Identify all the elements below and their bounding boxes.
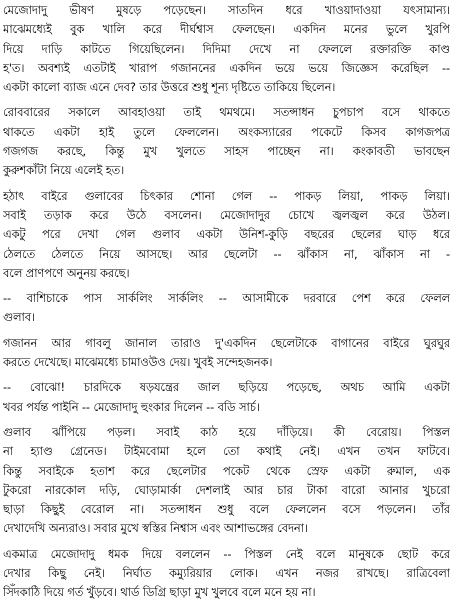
text-line: ছাড়া কিছুই বেরোল না। সতন্সাধন শুধু বলে ফেললেন বসে পড়লেন। তাঁর xyxy=(3,502,450,517)
paragraph-7 xyxy=(3,423,450,539)
text-line: হ'ত। অবশ্যই এতটাই খারাপ গজাননের একদিন ভয়ে ভয়ে জিজ্ঞেস করেছিল -- xyxy=(3,60,450,75)
text-line: সিঁদকাঠি দিয়ে গর্ত খুঁড়বে। থার্ড ডিগ্রি ছাড়া মুখ খুলবে বলে মনে হয় না। xyxy=(3,585,316,600)
text-line: টুকরো নারকোল দড়ি, ঘোড়ামার্কা দেশলাই আর চার টাকা বারো আনার খুচরো xyxy=(3,482,450,497)
text-line: করতে দেখেছে। মাঝেমধ্যে চামাওউও দেয়। খুবই সন্দেহজনক। xyxy=(3,355,273,370)
text-line: গুলাব। xyxy=(3,310,35,325)
text-line: কিন্তু সবাইকে হতাশ করে ছেলেটার পকেট থেকে স্রেফ একটা রুমাল, এক xyxy=(3,463,450,478)
text-line: একটা কালো ব্যাজ এনে দেব? তার উত্তরে শুধু শূন্য দৃষ্টিতে তাকিয়ে ছিলেন। xyxy=(3,80,336,95)
text-line: দেখাদেখি অন্যরাও। সবার মুখে স্বস্তির নিশ্বাস এবং আশাভঙ্গের বেদনা। xyxy=(3,521,308,536)
paragraph-8 xyxy=(3,545,450,603)
paragraph-3 xyxy=(3,187,450,283)
text-line: একমাত্র মেজোদাদু ধমক দিয়ে বললেন -- পিস্তল নেই বলে মানুষকে ছোট করে xyxy=(3,546,450,561)
text-line: সবাই তড়াক করে উঠে বসলেন। মেজোদাদুর চোখে জ্বলজ্বল করে উঠল। xyxy=(3,207,450,222)
text-line: -- বোঝো! চারদিকে ষড়যন্ত্রের জাল ছড়িয়ে পড়েছে, অথচ আমি একটা xyxy=(3,380,450,395)
paragraph-1 xyxy=(3,1,450,97)
text-line: খবর পর্যন্ত পাইনি -- মেজোদাদু হুংকার দিলেন -- বডি সার্চ। xyxy=(3,399,260,414)
paragraph-6 xyxy=(3,378,450,417)
text-line: মেজোদাদু ভীষণ মুষড়ে পড়েছেন। সাতদিন ধরে খাওয়াদাওয়া যৎসামান্য। xyxy=(3,3,450,17)
paragraph-4 xyxy=(3,289,450,328)
text-line: ঠেলতে ঠেলতে নিয়ে আসছে। আর ছেলেটা -- ঝাঁকাস না, ঝাঁকাস না - xyxy=(3,246,450,261)
text-line: থাকতে একটা হাই তুলে ফেললেন। অংকস্যারের পকেটে কিসব কাগজপত্র xyxy=(3,124,450,139)
text-line: না হ্যাণ্ড গ্রেনেড। টাইমবোমা হলে তো কথাই নেই। এখন তখন ফাটবে। xyxy=(3,444,450,459)
text-line: একটু পরে দেখা গেল গুলাব একটা উনিশ-কুড়ি বছরের ছেলের ঘাড় ধরে xyxy=(3,227,450,242)
text-line: রোববারের সকালে আবহাওয়া তাই থমথমে। সতন্সাধন চুপচাপ বসে থাকতে xyxy=(3,105,450,120)
text-line: গজানন আর গাবলু জানাল তারাও দু'একদিন ছেলেটাকে বাগানের বাইরে ঘুরঘুর xyxy=(3,335,450,350)
text-line: কুরুশকাঁটা নিয়ে এলেই হত। xyxy=(3,163,125,178)
paragraph-5 xyxy=(3,334,450,373)
paragraph-2 xyxy=(3,103,450,180)
text-line: গুলাব ঝাঁপিয়ে পড়ল। সবাই কাঠ হয়ে দাঁড়িয়ে। কী বেরোয়। পিস্তল xyxy=(3,424,450,439)
text-line: মাঝেমধ্যেই বুক খালি করে দীর্ঘশ্বাস ফেলছেন। একদিন মনের ভুলে খুরপি xyxy=(3,22,450,37)
text-line: হঠাৎ বাইরে গুলাবের চিৎকার শোনা গেল -- পাকড় লিয়া, পাকড় লিয়া। xyxy=(3,188,450,203)
text-line: বলে প্রাণপণে অনুনয় করছে। xyxy=(3,265,130,280)
text-line: দেখার কিছু নেই। নির্ঘাত কম্যুরিয়ার লোক। এখন নজর রাখছে। রাত্রিবেলা xyxy=(3,566,450,581)
text-line: দিয়ে দাড়ি কাটতে গিয়েছিলেন। দিদিমা দেখে না ফেললে রক্তারক্তি কাণ্ড xyxy=(3,41,450,56)
text-line: গজগজ করছে, কিন্তু মুখ খুলতে সাহস পাচ্ছেন না। কংকাবতী ভাবছেন xyxy=(3,144,450,159)
text-line: -- বাশিচাকে পাস সার্কলিং সার্কলিং -- আসামীকে দরবারে পেশ করে ফেলল xyxy=(3,291,450,306)
